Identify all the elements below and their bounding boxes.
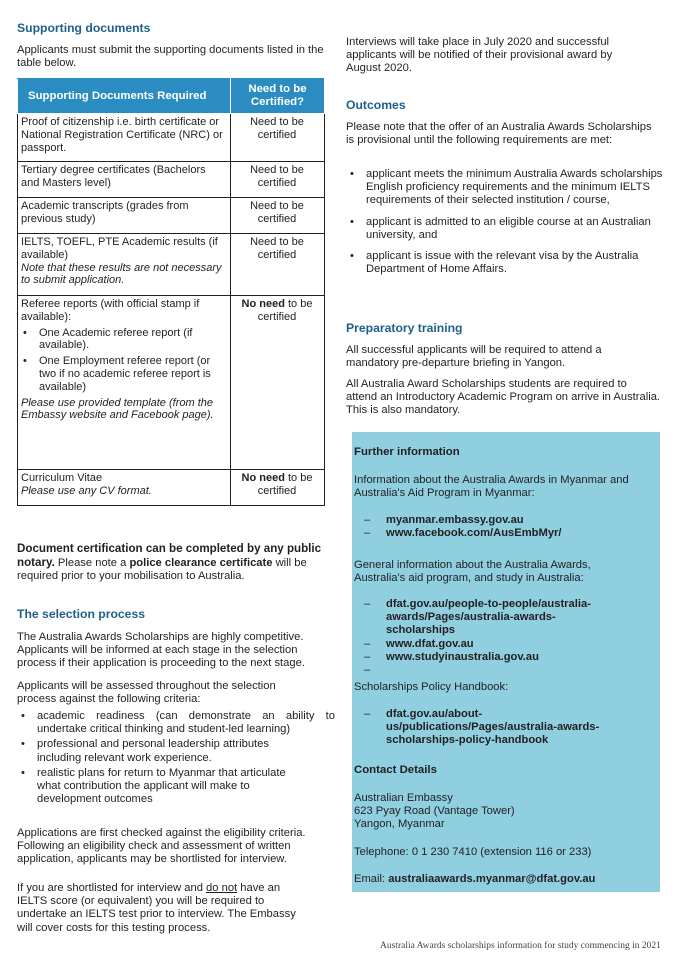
info-p3: Scholarships Policy Handbook: [354, 681, 509, 693]
link-embassy[interactable]: – myanmar.embassy.gov.au [352, 514, 652, 527]
criteria-list [17, 710, 335, 808]
table-cell-doc: Proof of citizenship i.e. birth certificate or National Registration Certificate (NRC) or passport. [18, 114, 231, 162]
selection-p4-a: If you are shortlisted for interview and [17, 882, 207, 894]
links-list-1 [352, 514, 652, 540]
table-row [18, 198, 325, 234]
table-row [18, 114, 325, 162]
telephone-text: Telephone: 0 1 230 7410 (extension 116 or 233) [354, 846, 592, 858]
cert-rest: to be certified [257, 298, 313, 323]
further-information-heading: Further information [354, 446, 460, 458]
table-row [18, 162, 325, 198]
list-item: • academic readiness (can demonstrate an ability to undertake critical thinking and student-led learning) [17, 710, 335, 736]
table-cell-cert: Need to be certified [231, 162, 325, 198]
email-label: Email: [354, 873, 389, 885]
list-item: • professional and personal leadership attributes including relevant work experience. [17, 738, 307, 764]
link-dfat[interactable]: – www.dfat.gov.au [352, 638, 652, 651]
email-text [354, 873, 654, 886]
email-link[interactable]: australiaawards.myanmar@dfat.gov.au [388, 873, 596, 885]
link-policy-handbook[interactable]: – dfat.gov.au/about-us/publications/Pages/australia-awards-scholarships-policy-handbook [352, 708, 616, 748]
info-p2: General information about the Australia Awards, Australia's aid program, and study in Australia: [354, 559, 591, 585]
link-dfat-scholarships[interactable]: – dfat.gov.au/people-to-people/australia-awards/Pages/australia-awards-scholarships [352, 598, 616, 638]
supporting-documents-heading: Supporting documents [17, 21, 151, 35]
certification-note-bold: Document certification can be completed by any public notary. [17, 542, 322, 570]
outcomes-list [346, 168, 664, 278]
page-footer: Australia Awards scholarships information for study commencing in 2021 [380, 941, 661, 951]
table-cell-doc-text: Referee reports (with official stamp if available): [21, 298, 200, 323]
prep-p2: All Australia Award Scholarships students are required to attend an Introductory Academic Program on arrive in Australia. This is also mandatory. [346, 378, 661, 417]
further-information-box [352, 432, 660, 892]
interviews-text: Interviews will take place in July 2020 and successful applicants will be notified of their provisional award by August 2020. [346, 36, 613, 75]
info-p1: Information about the Australia Awards in Myanmar and Australia's Aid Program in Myanmar: [354, 474, 629, 500]
table-cell-doc [18, 296, 231, 470]
table-cell-note: Note that these results are not necessary to submit application. [21, 261, 222, 287]
links-list-3 [352, 708, 652, 748]
table-cell-doc: Tertiary degree certificates (Bachelors and Masters level) [18, 162, 231, 198]
table-cell-cert: Need to be certified [231, 198, 325, 234]
list-item: • realistic plans for return to Myanmar that articulate what contribution the applicant will make to development outcomes [17, 767, 307, 807]
cert-rest: to be certified [257, 472, 313, 497]
supporting-intro: Applicants must submit the supporting documents listed in the table below. [17, 44, 324, 70]
table-cell-cert: Need to be certified [231, 114, 325, 162]
table-cell-cert [231, 296, 325, 470]
table-cell-doc-text: Curriculum Vitae [21, 472, 103, 484]
do-not-text: do not [206, 882, 238, 894]
selection-p1: The Australia Awards Scholarships are highly competitive. Applicants will be informed at each stage in the selection process if their application is proceeding to the next stage. [17, 631, 305, 670]
selection-p4 [17, 882, 307, 935]
list-item: • applicant is admitted to an eligible course at an Australian university, and [346, 216, 656, 242]
address-line: Australian Embassy [354, 792, 453, 804]
list-item: • applicant meets the minimum Australia Awards scholarships English proficiency requirements and the minimum IELTS requirements of their selected institution / course, [346, 168, 664, 208]
certification-note-end: will be required prior to your mobilisation to Australia. [17, 557, 307, 583]
list-item: • applicant is issue with the relevant visa by the Australia Department of Home Affairs. [346, 250, 664, 276]
table-cell-doc [18, 234, 231, 296]
links-list-2 [352, 598, 652, 677]
address-line: 623 Pyay Road (Vantage Tower) [354, 805, 515, 817]
no-need-label: No need [241, 472, 285, 484]
empty-list-item [352, 664, 652, 677]
table-cell-doc [18, 470, 231, 506]
no-need-label: No need [241, 298, 285, 310]
link-facebook[interactable]: – www.facebook.com/AusEmbMyr/ [352, 527, 652, 540]
certification-note [17, 542, 337, 584]
list-item: • One Employment referee report (or two if no academic referee report is available) [21, 355, 226, 393]
outcomes-intro: Please note that the offer of an Australia Awards Scholarships is provisional until the following requirements are met: [346, 121, 652, 147]
table-cell-cert: Need to be certified [231, 234, 325, 296]
table-cell-note: Please use provided template (from the Embassy website and Facebook page). [21, 396, 214, 422]
contact-details-heading: Contact Details [354, 764, 437, 776]
table-header-documents: Supporting Documents Required [18, 79, 231, 114]
table-cell-note: Please use any CV format. [21, 484, 152, 497]
police-clearance-label: police clearance certificate [129, 557, 273, 570]
selection-p2: Applicants will be assessed throughout the selection process against the following criteria: [17, 680, 276, 706]
table-cell-cert [231, 470, 325, 506]
list-item: • One Academic referee report (if available). [21, 327, 226, 353]
address-line: Yangon, Myanmar [354, 818, 445, 830]
table-header-row [18, 79, 325, 114]
referee-list [21, 327, 226, 394]
outcomes-heading: Outcomes [346, 98, 406, 112]
link-study-in-australia[interactable]: – www.studyinaustralia.gov.au [352, 651, 652, 664]
preparatory-training-heading: Preparatory training [346, 321, 463, 335]
table-row [18, 234, 325, 296]
certification-note-mid: Please note a [54, 557, 130, 570]
selection-p3: Applications are first checked against the eligibility criteria. Following an eligibility check and assessment of written application, applicants may be shortlisted for interview. [17, 827, 306, 866]
table-row [18, 470, 325, 506]
selection-p4-b: have an IELTS score (or equivalent) you will be required to undertake an IELTS test prior to interview. The Embassy will cover costs for this testing process. [17, 882, 296, 934]
table-cell-doc: Academic transcripts (grades from previous study) [18, 198, 231, 234]
selection-process-heading: The selection process [17, 607, 146, 621]
table-cell-doc-text: IELTS, TOEFL, PTE Academic results (if available) [21, 236, 218, 261]
table-header-certified: Need to be Certified? [231, 79, 325, 114]
supporting-documents-table [17, 78, 325, 506]
prep-p1: All successful applicants will be required to attend a mandatory pre-departure briefing in Yangon. [346, 344, 602, 370]
table-row [18, 296, 325, 470]
